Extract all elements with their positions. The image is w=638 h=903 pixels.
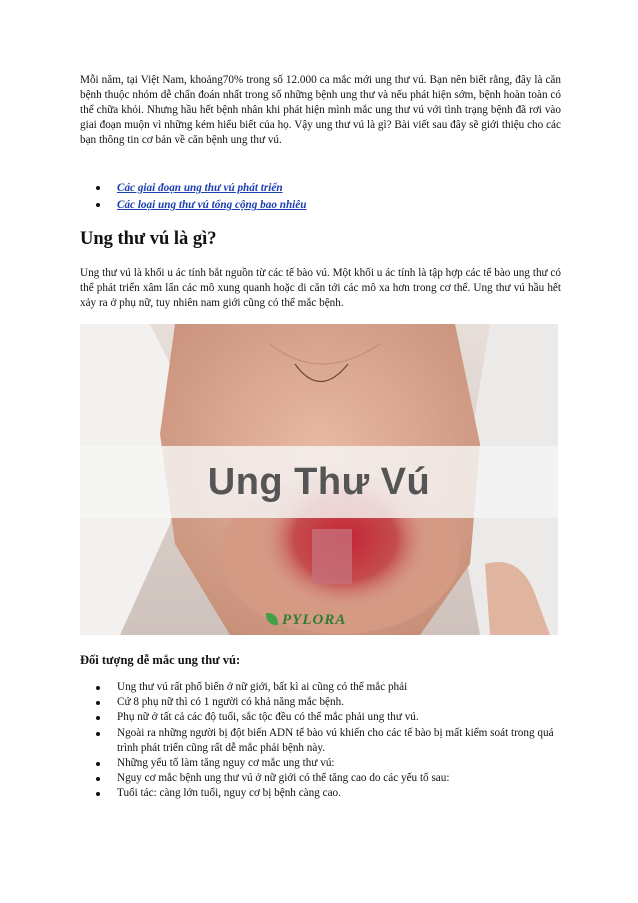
leaf-logo-icon [266, 613, 278, 625]
list-item [96, 695, 562, 710]
bullet-icon [96, 777, 100, 781]
list-item-text: Cứ 8 phụ nữ thì có 1 người có khả năng mắc bệnh. [117, 696, 344, 709]
bullet-icon [96, 762, 100, 766]
list-item-text: Phụ nữ ở tất cả các độ tuổi, sắc tộc đều có thể mắc phải ung thư vú. [117, 711, 419, 724]
list-item-text: Nguy cơ mắc bệnh ung thư vú ở nữ giới có thể tăng cao do các yếu tố sau: [117, 772, 450, 785]
list-item-text: Những yếu tố làm tăng nguy cơ mắc ung thư vú: [117, 757, 335, 770]
list-item [96, 771, 562, 786]
bullet-icon [96, 701, 100, 705]
list-item [96, 726, 562, 756]
bullet-icon [96, 203, 100, 207]
related-links-list [96, 180, 306, 214]
risk-bullet-list [96, 680, 562, 802]
image-caption: Ung Thư Vú [80, 446, 558, 518]
list-item [96, 756, 562, 771]
brand-watermark [266, 612, 346, 629]
definition-paragraph: Ung thư vú là khối u ác tính bắt nguồn từ các tế bào vú. Một khối u ác tính là tập hợp các tế bào ung thư có thể phát triển xâm lấn các mô xung quanh hoặc di căn tới các mô xa hơn trong cơ thể. Ung thư vú hầu hết xảy ra ở phụ nữ, tuy nhiên nam giới cũng có thể mắc bệnh. [80, 267, 561, 309]
bullet-icon [96, 716, 100, 720]
article-image [80, 324, 558, 635]
intro-paragraph: Mỗi năm, tại Việt Nam, khoảng70% trong số 12.000 ca mắc mới ung thư vú. Bạn nên biết rằng, đây là căn bệnh thuộc nhóm dễ chẩn đoán nhất trong số những bệnh ung thư và nếu phát hiện sớm, bệnh hoàn toàn có thể chữa khỏi. Nhưng hầu hết bệnh nhân khi phát hiện mình mắc ung thư vú với tình trạng bệnh đã rơi vào giai đoạn muộn vì những kém hiểu biết của họ. Vậy ung thư vú là gì? Bài viết sau đây sẽ giới thiệu cho các bạn thông tin cơ bản về căn bệnh ung thư vú. [80, 74, 561, 146]
list-item-text: Ngoài ra những người bị đột biến ADN tế bào vú khiến cho các tế bào bị mất kiểm soát trong quá trình phát triển cũng rất dễ mắc phải bệnh này. [117, 726, 554, 754]
list-item [96, 710, 562, 725]
section-heading-risk-groups: Đối tượng dễ mắc ung thư vú: [80, 653, 241, 667]
watermark-text: PYLORA [282, 612, 347, 628]
list-item [96, 180, 306, 197]
list-item [96, 680, 562, 695]
list-item [96, 197, 306, 214]
link-cancer-stages[interactable]: Các giai đoạn ung thư vú phát triển [117, 182, 283, 194]
list-item [96, 786, 562, 801]
bullet-icon [96, 186, 100, 190]
list-item-text: Ung thư vú rất phổ biến ở nữ giới, bất kì ai cũng có thể mắc phải [117, 681, 408, 693]
bullet-icon [96, 686, 100, 690]
bullet-icon [96, 792, 100, 796]
bullet-icon [96, 732, 100, 736]
list-item-text: Tuổi tác: càng lớn tuổi, nguy cơ bị bệnh càng cao. [117, 787, 341, 800]
link-cancer-types[interactable]: Các loại ung thư vú tổng cộng bao nhiêu [117, 199, 307, 211]
section-heading-what-is: Ung thư vú là gì? [80, 229, 217, 249]
